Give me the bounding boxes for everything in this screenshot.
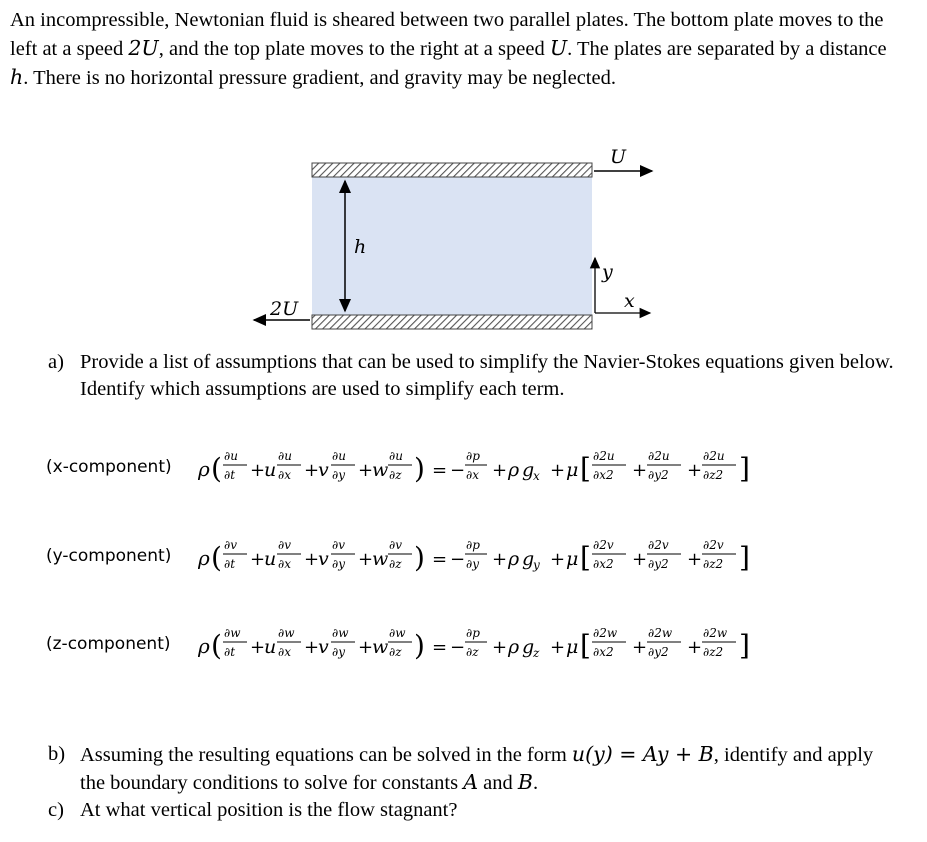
mu-symbol: μ [566,459,579,481]
question-a-text: Provide a list of assumptions that can be used to simplify the Navier-Stokes equations given below. Identify which assumptions are used to simplify each term. [80,351,894,400]
term-time-derivative-numerator: ∂w [224,626,241,640]
plus-sign: + [358,549,374,570]
x-component-label: (x-component) [46,457,172,477]
y-axis-label: y [602,261,613,283]
mu-symbol: μ [566,548,579,570]
problem-statement [10,6,910,92]
plus-sign: + [304,549,320,570]
top-plate [312,163,592,177]
plus-sign: + [632,637,648,658]
laplacian-y-denominator: ∂y2 [648,468,669,482]
term-x-derivative-numerator: ∂w [278,626,295,640]
pressure-gradient-denominator: ∂x [466,468,479,482]
laplacian-y-numerator: ∂2w [648,626,673,640]
term-y-derivative-denominator: ∂y [332,557,345,571]
w-coefficient: w [372,636,389,658]
term-z-derivative-denominator: ∂z [389,645,402,659]
question-a-label: a) [48,351,64,373]
left-paren: ( [211,541,222,574]
term-y-derivative-numerator: ∂v [332,538,345,552]
laplacian-y-numerator: ∂2u [648,449,670,463]
left-bracket: [ [580,629,591,662]
plate-flow-diagram [240,135,670,335]
w-coefficient: w [372,459,389,481]
u-coefficient: u [264,548,277,570]
term-x-derivative-denominator: ∂x [278,557,291,571]
y-component-label: (y-component) [46,546,172,566]
term-time-derivative-numerator: ∂v [224,538,237,552]
equals-sign: = [432,637,448,658]
laplacian-z-denominator: ∂z2 [703,645,724,659]
plus-sign: + [492,549,508,570]
plus-sign: + [250,637,266,658]
laplacian-z-numerator: ∂2w [703,626,728,640]
laplacian-x-denominator: ∂x2 [593,645,614,659]
gap-label: h [354,236,367,258]
plus-sign: + [632,549,648,570]
question-b-text1: Assuming the resulting equations can be solved in the form [80,744,572,766]
question-b-text2: , identify and apply the boundary conditions to solve for constants [80,744,874,794]
question-b-and: and [478,772,518,794]
intro-part3: . The plates are separated by a distance [567,38,887,60]
laplacian-x-numerator: ∂2w [593,626,618,640]
pressure-gradient-numerator: ∂p [466,449,480,463]
term-z-derivative-numerator: ∂v [389,538,402,552]
plus-sign: + [304,637,320,658]
question-b-text [80,741,900,797]
right-bracket: ] [739,629,750,662]
minus-sign: − [450,637,466,658]
rho-symbol: ρ [198,634,210,658]
equation-y [198,527,818,587]
plus-sign: + [492,460,508,481]
term-y-derivative-denominator: ∂y [332,468,345,482]
question-b-formula: u(y) = Ay + B [571,742,714,766]
laplacian-y-denominator: ∂y2 [648,645,669,659]
gravity-subscript: x [533,469,540,483]
minus-sign: − [450,460,466,481]
left-bracket: [ [580,452,591,485]
laplacian-x-numerator: ∂2v [593,538,614,552]
gravity-subscript: z [533,646,540,660]
intro-top-speed: U [549,36,568,60]
v-coefficient: v [318,548,329,570]
intro-distance: h [10,65,24,89]
plus-sign: + [687,549,703,570]
x-axis-label: x [624,290,635,312]
term-z-derivative-numerator: ∂w [389,626,406,640]
question-c-label: c) [48,799,64,821]
rho-symbol: ρ [198,546,210,570]
left-bracket: [ [580,541,591,574]
laplacian-x-denominator: ∂x2 [593,557,614,571]
v-coefficient: v [318,459,329,481]
laplacian-x-numerator: ∂2u [593,449,615,463]
term-x-derivative-denominator: ∂x [278,645,291,659]
equals-sign: = [432,549,448,570]
mu-symbol: μ [566,636,579,658]
bottom-plate [312,315,592,329]
plus-sign: + [250,549,266,570]
pressure-gradient-denominator: ∂z [466,645,479,659]
laplacian-z-denominator: ∂z2 [703,557,724,571]
question-b-label: b) [48,743,66,765]
plus-sign: + [550,460,566,481]
left-paren: ( [211,452,222,485]
term-x-derivative-denominator: ∂x [278,468,291,482]
u-coefficient: u [264,459,277,481]
gravity-symbol: g [522,548,535,570]
gravity-symbol: g [522,459,535,481]
plus-sign: + [250,460,266,481]
term-y-derivative-numerator: ∂w [332,626,349,640]
v-coefficient: v [318,636,329,658]
u-coefficient: u [264,636,277,658]
equation-z [198,615,818,675]
rho-symbol: ρ [508,459,520,481]
term-x-derivative-numerator: ∂v [278,538,291,552]
pressure-gradient-numerator: ∂p [466,538,480,552]
right-bracket: ] [739,541,750,574]
plus-sign: + [304,460,320,481]
term-z-derivative-denominator: ∂z [389,468,402,482]
plus-sign: + [492,637,508,658]
plus-sign: + [358,460,374,481]
pressure-gradient-denominator: ∂y [466,557,479,571]
laplacian-z-numerator: ∂2u [703,449,725,463]
intro-bottom-speed: 2U [128,36,159,60]
term-y-derivative-denominator: ∂y [332,645,345,659]
term-time-derivative-numerator: ∂u [224,449,238,463]
intro-part1: An incompressible, Newtonian fluid is sheared between two parallel plates. The bottom plate moves to the left at a speed [10,9,884,60]
term-time-derivative-denominator: ∂t [224,557,236,571]
intro-part2: , and the top plate moves to the right at a speed [158,38,550,60]
left-paren: ( [211,629,222,662]
plus-sign: + [687,460,703,481]
term-x-derivative-numerator: ∂u [278,449,292,463]
term-z-derivative-numerator: ∂u [389,449,403,463]
equation-x [198,438,818,498]
w-coefficient: w [372,548,389,570]
question-b-end: . [532,772,539,794]
pressure-gradient-numerator: ∂p [466,626,480,640]
plus-sign: + [550,549,566,570]
question-c-text: At what vertical position is the flow stagnant? [80,799,458,821]
laplacian-z-denominator: ∂z2 [703,468,724,482]
gravity-symbol: g [522,636,535,658]
gravity-subscript: y [533,558,540,572]
bottom-velocity-label: 2U [270,298,299,320]
plus-sign: + [632,460,648,481]
laplacian-z-numerator: ∂2v [703,538,724,552]
plus-sign: + [358,637,374,658]
plus-sign: + [550,637,566,658]
z-component-label: (z-component) [46,634,171,654]
rho-symbol: ρ [508,636,520,658]
laplacian-y-denominator: ∂y2 [648,557,669,571]
minus-sign: − [450,549,466,570]
question-b-constant-b: B [517,770,533,794]
rho-symbol: ρ [508,548,520,570]
plus-sign: + [687,637,703,658]
top-velocity-label: U [610,146,627,168]
term-z-derivative-denominator: ∂z [389,557,402,571]
intro-part4: . There is no horizontal pressure gradient, and gravity may be neglected. [23,67,616,89]
laplacian-y-numerator: ∂2v [648,538,669,552]
equals-sign: = [432,460,448,481]
right-paren: ) [414,452,425,485]
rho-symbol: ρ [198,457,210,481]
right-paren: ) [414,541,425,574]
right-bracket: ] [739,452,750,485]
term-time-derivative-denominator: ∂t [224,645,236,659]
term-time-derivative-denominator: ∂t [224,468,236,482]
laplacian-x-denominator: ∂x2 [593,468,614,482]
question-b-constant-a: A [463,770,478,794]
term-y-derivative-numerator: ∂u [332,449,346,463]
right-paren: ) [414,629,425,662]
